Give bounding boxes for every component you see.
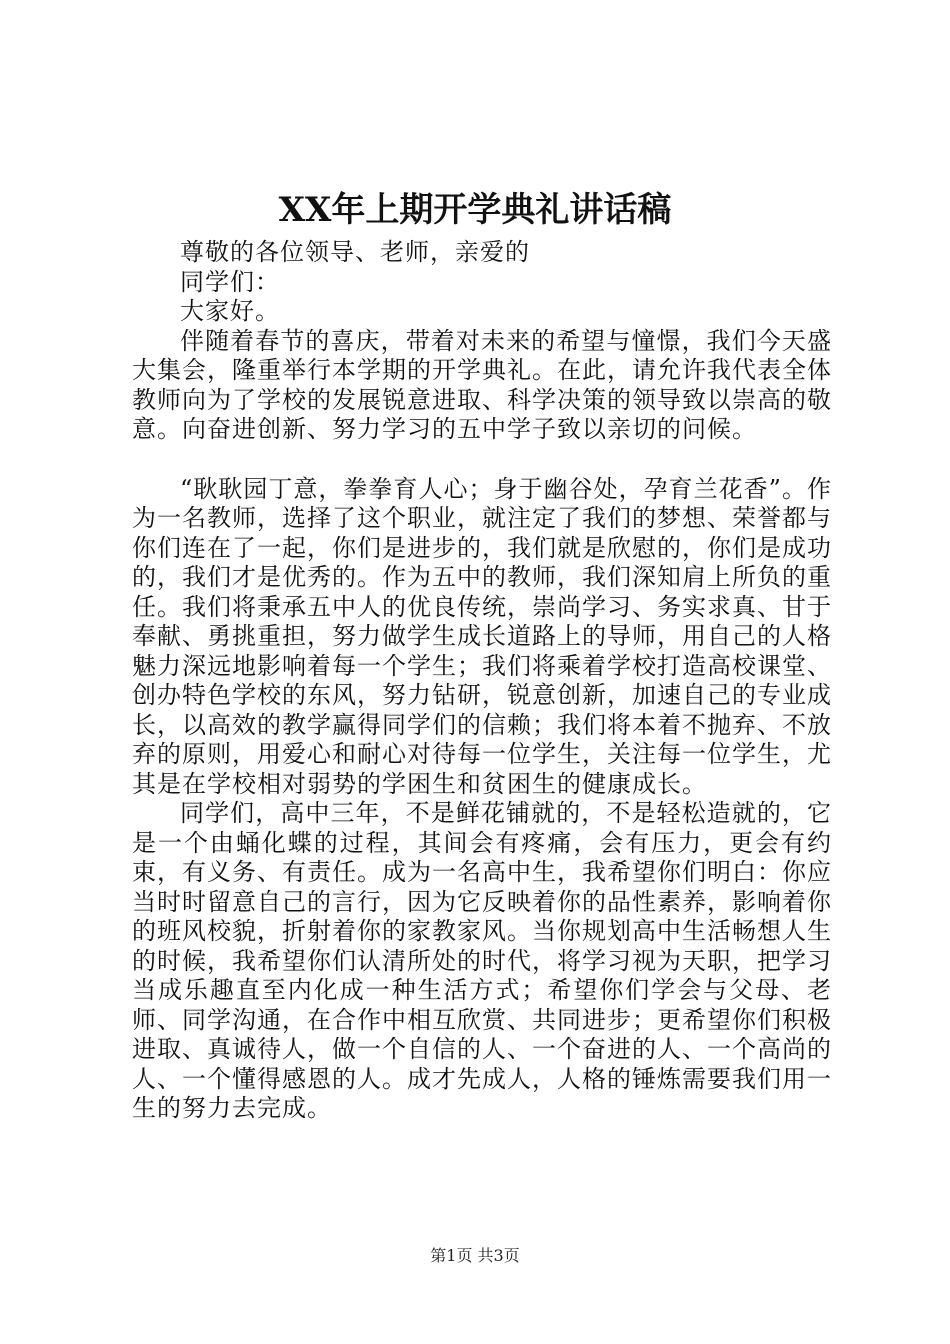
greeting-line: 大家好。 xyxy=(180,297,280,325)
paragraph-spacer xyxy=(132,445,832,475)
paragraph-1: 伴随着春节的喜庆，带着对未来的希望与憧憬，我们今天盛大集会，隆重举行本学期的开学典礼。在此，请允许我代表全体教师向为了学校的发展锐意进取、科学决策的领导致以崇高的敬意。向奋进创新、努力学习的五中学子致以亲切的问候。 xyxy=(132,326,832,443)
document-body xyxy=(132,238,832,1124)
paragraph-3: 同学们，高中三年，不是鲜花铺就的，不是轻松造就的，它是一个由蛹化蝶的过程，其间会有疼痛，会有压力，更会有约束，有义务、有责任。成为一名高中生，我希望你们明白：你应当时时留意自己的言行，因为它反映着你的品性素养，影响着你的班风校貌，折射着你的家教家风。当你规划高中生活畅想人生的时候，我希望你们认清所处的时代，将学习视为天职，把学习当成乐趣直至内化成一种生活方式；希望你们学会与父母、老师、同学沟通，在合作中相互欣赏、共同进步；更希望你们积极进取、真诚待人，做一个自信的人、一个奋进的人、一个高尚的人、一个懂得感恩的人。成才先成人，人格的锤炼需要我们用一生的努力去完成。 xyxy=(132,799,832,1122)
salutation-line-2: 同学们： xyxy=(180,267,280,296)
paragraph-2: “耿耿园丁意，拳拳育人心；身于幽谷处，孕育兰花香”。作为一名教师，选择了这个职业，就注定了我们的梦想、荣誉都与你们连在了一起，你们是进步的，我们就是欣慰的，你们是成功的，我们才是优秀的。作为五中的教师，我们深知肩上所负的重任。我们将秉承五中人的优良传统，崇尚学习、务实求真、甘于奉献、勇挑重担，努力做学生成长道路上的导师，用自己的人格魅力深远地影响着每一个学生；我们将乘着学校打造高校课堂、创办特色学校的东风，努力钻研，锐意创新，加速自己的专业成长，以高效的教学赢得同学们的信赖；我们将本着不抛弃、不放弃的原则，用爱心和耐心对待每一位学生，关注每一位学生，尤其是在学校相对弱势的学困生和贫困生的健康成长。 xyxy=(132,474,832,798)
salutation-line-1: 尊敬的各位领导、老师，亲爱的 xyxy=(180,238,530,266)
page-number-footer: 第1页 共3页 xyxy=(430,1246,520,1265)
document-title: XX年上期开学典礼讲话稿 xyxy=(278,190,672,230)
